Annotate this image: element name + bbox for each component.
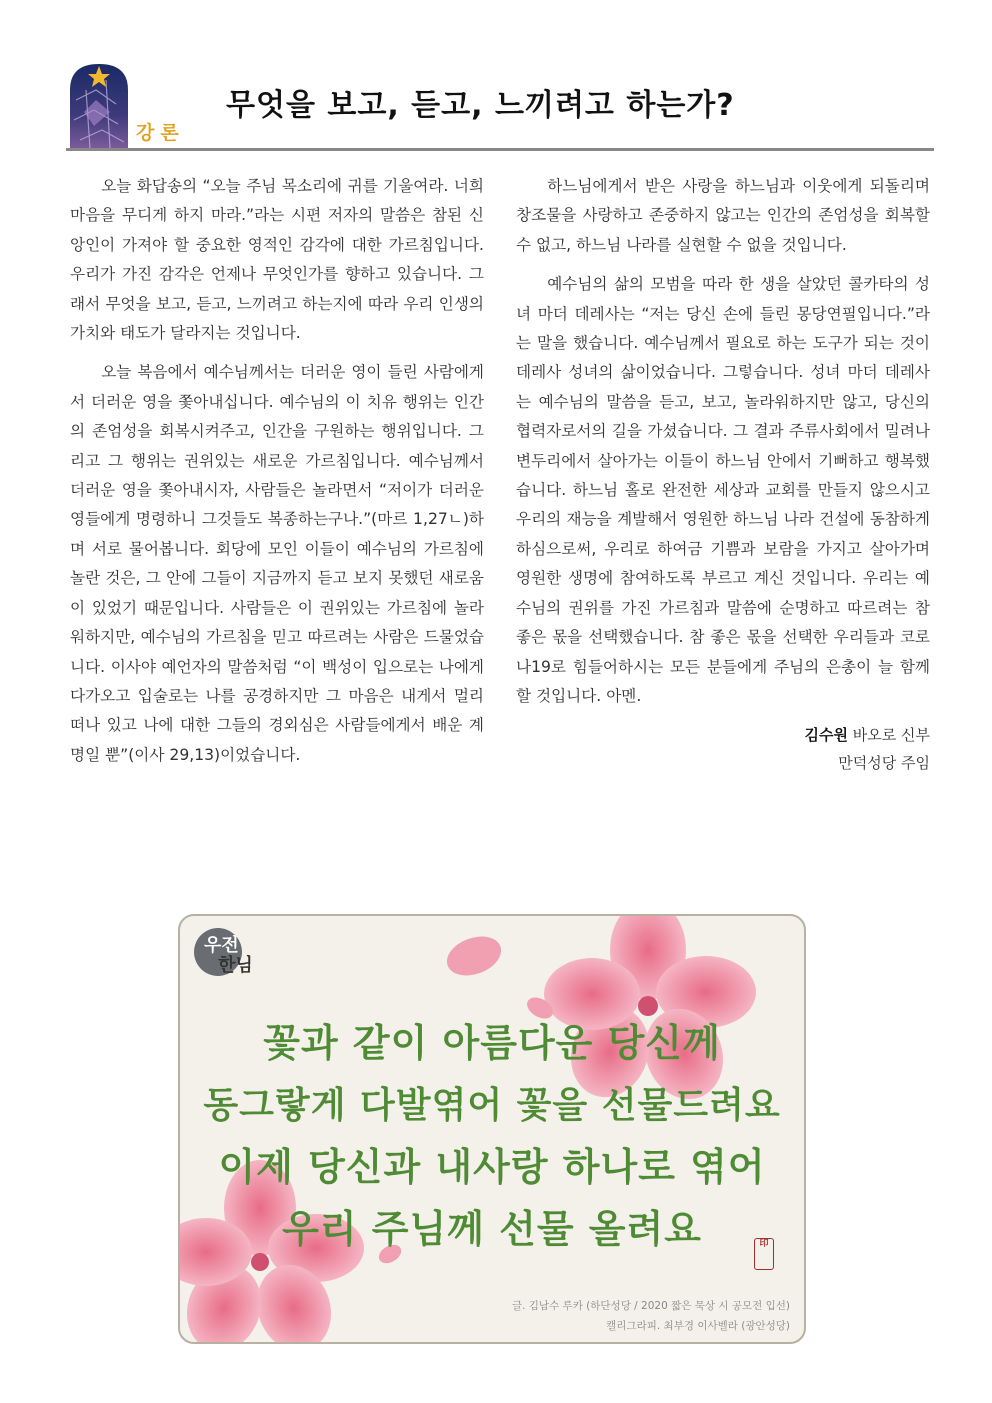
section-label: 강론: [136, 122, 185, 144]
author-name: 김수원: [804, 726, 848, 745]
paragraph: 하느님에게서 받은 사랑을 하느님과 이웃에게 되돌리며 창조물을 사랑하고 존중하지 않고는 인간의 존엄성을 회복할 수 없고, 하느님 나라를 실현할 수 없을 것입니다.: [516, 177, 930, 254]
calligraphy-poem: [180, 1012, 804, 1260]
homily-left-column: [70, 172, 484, 780]
calligrapher-stamp: [198, 936, 253, 976]
author-role: 바오로 신부: [848, 726, 930, 745]
paragraph: 예수님의 삶의 모범을 따라 한 생을 살았던 콜카타의 성녀 마더 데레사는 “저는 당신 손에 들린 몽당연필입니다.”라는 말을 했습니다. 예수님께서 필요로 하는 도구가 되는 것이 데레사 성녀의 삶이었습니다. 그렇습니다. 성녀 마더 데레사는 예수님의 말씀을 듣고, 보고, 놀라워하지만 않고, 당신의 협력자로서의 길을 가셨습니다. 그 결과 주류사회에서 밀려나 변두리에서 살아가는 이들이 하느님 안에서 기뻐하고 행복했습니다. 하느님 홀로 완전한 세상과 교회를 만들지 않으시고 우리의 재능을 계발해서 영원한 하느님 나라 건설에 동참하게 하심으로써, 우리로 하여금 기쁨과 보람을 가지고 살아가며 영원한 생명에 참여하도록 부르고 계신 것입니다. 우리는 예수님의 권위를 가진 가르침과 말씀에 순명하고 따르려는 참 좋은 몫을 선택했습니다. 참 좋은 몫을 선택한 우리들과 코로나19로 힘들어하시는 모든 분들에게 주님의 은총이 늘 함께할 것입니다. 아멘.: [516, 275, 930, 705]
credit-author: 글. 김남수 루카 (하단성당 / 2020 짧은 묵상 시 공모전 입선): [511, 1300, 790, 1312]
header-divider: [66, 148, 934, 151]
red-seal-icon: 印: [754, 1238, 774, 1270]
poem-line: 우리 주님께 선물 올려요: [282, 1206, 702, 1251]
poem-line: 이제 당신과 내사랑 하나로 엮어: [218, 1144, 766, 1189]
page-header: [66, 60, 934, 152]
paragraph: 오늘 복음에서 예수님께서는 더러운 영이 들린 사람에게서 더러운 영을 쫓아내십니다. 예수님의 이 치유 행위는 인간의 존엄성을 회복시켜주고, 인간을 구원하는 행위입니다. 그리고 그 행위는 권위있는 새로운 가르침입니다. 예수님께서 더러운 영을 쫓아내시자, 사람들은 놀라면서 “저이가 더러운 영들에게 명령하니 그것들도 복종하는구나.”(마르 1,27ㄴ)하며 서로 물어봅니다. 회당에 모인 이들이 예수님의 가르침에 놀란 것은, 그 안에 그들이 지금까지 듣고 보지 못했던 새로움이 있었기 때문입니다. 사람들은 이 권위있는 가르침에 놀라워하지만, 예수님의 가르침을 믿고 따르려는 사람은 드물었습니다. 이사야 예언자의 말씀처럼 “이 백성이 입으로는 나에게 다가오고 입술로는 나를 공경하지만 그 마음은 내게서 멀리 떠나 있고 나에 대한 그들의 경외심은 사람들에게서 배운 계명일 뿐”(이사 29,13)이었습니다.: [70, 363, 484, 764]
stamp-line: 우전: [204, 935, 239, 956]
author-signature: [516, 721, 930, 777]
homily-right-column: [516, 172, 930, 777]
poem-line: 꽃과 같이 아름다운 당신께: [263, 1020, 721, 1065]
author-parish: 만덕성당 주임: [838, 754, 930, 773]
stained-glass-star-icon: [66, 60, 132, 148]
petal-icon: [442, 930, 507, 983]
credit-calligrapher: 캘리그라피. 최부경 이사벨라 (광안성당): [606, 1320, 790, 1332]
poem-line: 동그랗게 다발엮어 꽃을 선물드려요: [203, 1084, 781, 1126]
stamp-line: 한님: [218, 955, 253, 976]
calligraphy-card: [178, 914, 806, 1344]
paragraph: 오늘 화답송의 “오늘 주님 목소리에 귀를 기울여라. 너희 마음을 무디게 하지 마라.”라는 시편 저자의 말씀은 참된 신앙인이 가져야 할 중요한 영적인 감각에 대한 가르침입니다. 우리가 가진 감각은 언제나 무엇인가를 향하고 있습니다. 그래서 무엇을 보고, 듣고, 느끼려고 하는지에 따라 우리 인생의 가치와 태도가 달라지는 것입니다.: [70, 177, 484, 343]
page-title: 무엇을 보고, 듣고, 느끼려고 하는가?: [226, 88, 735, 123]
